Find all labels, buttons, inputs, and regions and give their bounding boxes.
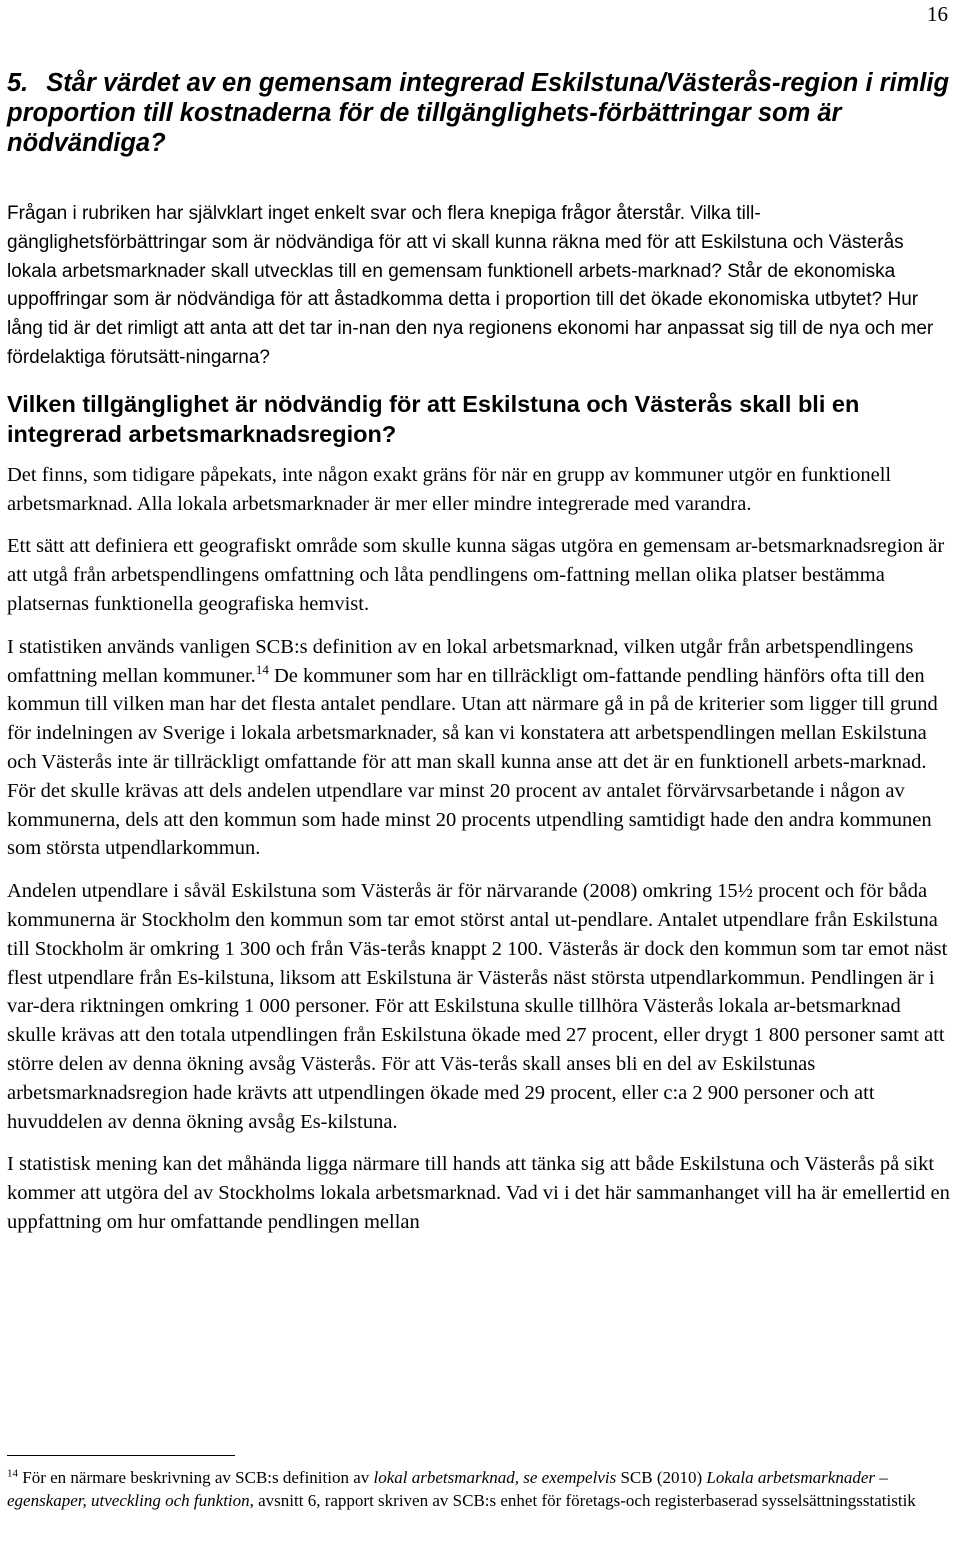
subheading: Vilken tillgänglighet är nödvändig för att Eskilstuna och Västerås skall bli en integrerad arbetsmarknadsregion? <box>7 390 860 447</box>
paragraph-2: Ett sätt att definiera ett geografiskt område som skulle kunna sägas utgöra en gemensam ar-betsmarknadsregion är att utgå från arbetspendlingens omfattning och låta pendlingens om-fattning mellan olika platser bestämma platsernas funktionella geografiska hemvist. <box>7 535 945 615</box>
footnote-number: 14 <box>7 1467 18 1480</box>
section-title: Står värdet av en gemensam integrerad Eskilstuna/Västerås-region i rimlig proportion till kostnaderna för de tillgänglighets-förbättringar som är nödvändiga? <box>7 69 950 157</box>
footnote-ref[interactable]: 14 <box>255 661 269 677</box>
footnote-italic-b: Lokala arbetsmarknader – egenskaper, utveckling och funktion <box>7 1468 888 1510</box>
footnotes <box>7 1455 953 1512</box>
footnote-text-b: SCB (2010) <box>616 1468 707 1487</box>
paragraph-4: Andelen utpendlare i såväl Eskilstuna som Västerås är för närvarande (2008) omkring 15½ procent och för båda kommunerna är Stockholm den kommun som tar emot störst antal ut-pendlare. Antalet utpendlare från Eskilstuna till Stockholm är omkring 1 300 och från Väs-terås knappt 2 100. Västerås är dock den kommun som tar emot näst flest utpendlare från Es-kilstuna, liksom att Eskilstuna är Västerås näst största utpendlarkommun. Pendlingen är i var-dera riktningen omkring 1 000 personer. För att Eskilstuna skulle tillhöra Västerås lokala ar-betsmarknad skulle krävas att den totala utpendlingen från Eskilstuna ökade med 27 procent, eller drygt 1 800 personer samt att större delen av denna ökning avsåg Västerås. För att Väs-terås skall anses bli en del av Eskilstunas arbetsmarknadsregion hade krävts att utpendlingen ökade med 29 procent, eller c:a 2 900 personer och att huvuddelen av denna ökning avsåg Es-kilstuna. <box>7 880 948 1133</box>
paragraph-3-part-a: I statistiken används vanligen SCB:s definition av en lokal arbetsmarknad, vilken utgår från arbetspendlingens omfattning mellan kommuner. <box>7 635 914 687</box>
paragraph-1: Det finns, som tidigare påpekats, inte någon exakt gräns för när en grupp av kommuner utgör en funktionell arbetsmarknad. Alla lokala arbetsmarknader är mer eller mindre integrerade med varandra. <box>7 463 892 515</box>
footnote-italic-a: lokal arbetsmarknad, se exempelvis <box>373 1468 617 1487</box>
section-heading <box>7 68 953 158</box>
paragraph-3-part-b: De kommuner som har en tillräckligt om-fattande pendling hänförs ofta till den kommun till vilken man har det flesta antalet pendlare. Utan att närmare gå in på de kriterier som ligger till grund för indelningen av Sverige i lokala arbetsmarknader, så kan vi konstatera att arbetspendlingen mellan Eskilstuna och Västerås inte är tillräckligt omfattande för att man skall kunna anse att det är en funktionell arbets-marknad. För det skulle krävas att dels andelen utpendlare var minst 20 procent av antalet förvärvsarbetande i någon av kommunerna, dels att den kommun som hade minst 20 procents utpendling samtidigt hade den andra kommunen som största utpendlarkommun. <box>7 664 938 860</box>
paragraph-3 <box>7 633 953 863</box>
main-content <box>7 68 953 1251</box>
paragraph-5: I statistisk mening kan det måhända ligga närmare till hands att tänka sig att både Eskilstuna och Västerås på sikt kommer att utgöra del av Stockholms lokala arbetsmarknad. Vad vi i det här sammanhanget vill ha är emellertid en uppfattning om hur omfattande pendlingen mellan <box>7 1153 950 1233</box>
footnote-14 <box>7 1466 953 1512</box>
footnote-text-c: , avsnitt 6, rapport skriven av SCB:s enhet för företags-och registerbaserad sysselsättningsstatistik <box>249 1491 916 1510</box>
intro-paragraph: Frågan i rubriken har självklart inget enkelt svar och flera knepiga frågor återstår. Vilka till-gänglighetsförbättringar som är nödvändiga för att vi skall kunna räkna med för att Eskilstuna och Västerås lokala arbetsmarknader skall utvecklas till en gemensam funktionell arbets-marknad? Står de ekonomiska uppoffringar som är nödvändiga för att åstadkomma detta i proportion till det ökade ekonomiska utbytet? Hur lång tid är det rimligt att anta att det tar in-nan den nya regionens ekonomi har anpassat sig till de nya och mer fördelaktiga förutsätt-ningarna? <box>7 203 934 368</box>
section-number: 5. <box>7 69 29 97</box>
footnote-divider <box>7 1455 235 1456</box>
page-number: 16 <box>927 2 948 26</box>
footnote-text-a: För en närmare beskrivning av SCB:s definition av <box>18 1468 374 1487</box>
